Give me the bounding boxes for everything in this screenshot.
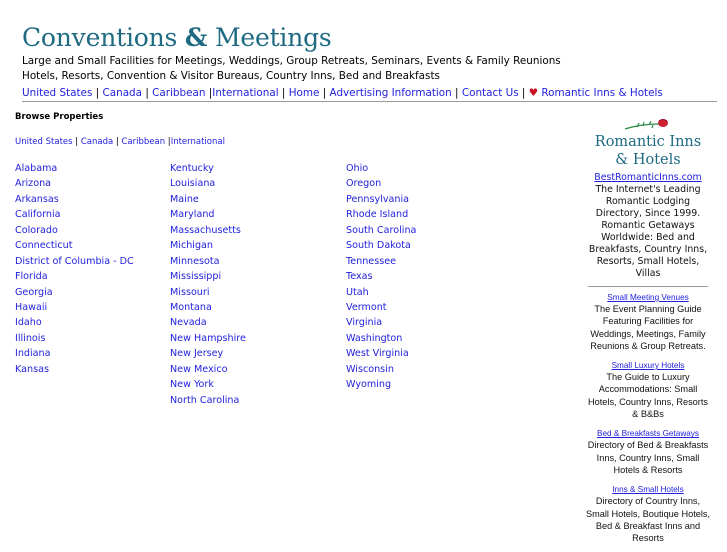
state-list-item <box>346 161 416 176</box>
state-list-item <box>15 285 134 300</box>
state-list-item <box>15 269 134 284</box>
state-list-item <box>346 300 416 315</box>
state-link[interactable]: Montana <box>170 301 212 313</box>
nav-separator: | <box>165 137 171 147</box>
state-list-column-2 <box>170 161 246 408</box>
state-list-item <box>15 315 134 330</box>
best-romantic-inns-description: The Internet's Leading Romantic Lodging Directory, Since 1999. Romantic Getaways Worldwide: Bed and Breakfasts, Country Inns, Resorts, Small Hotels, Villas <box>588 184 708 279</box>
state-list-item <box>170 393 246 408</box>
nav-separator: | <box>451 87 462 99</box>
state-link[interactable]: District of Columbia - DC <box>15 255 134 267</box>
state-link[interactable]: Nevada <box>170 317 207 329</box>
state-list-item <box>15 362 134 377</box>
sidebar-block-link[interactable]: Inns & Small Hotels <box>612 485 684 495</box>
state-link[interactable]: Texas <box>346 271 373 283</box>
state-link[interactable]: Vermont <box>346 301 387 313</box>
site-header <box>22 22 722 100</box>
state-link[interactable]: Mississippi <box>170 271 222 283</box>
sidebar-block-description: Directory of Bed & Breakfasts Inns, Country Inns, Small Hotels & Resorts <box>587 440 709 475</box>
state-list-item <box>15 176 134 191</box>
state-link[interactable]: California <box>15 209 61 221</box>
sidebar-block <box>584 428 712 476</box>
state-link[interactable]: Indiana <box>15 348 51 360</box>
state-link[interactable]: Tennessee <box>346 255 396 267</box>
state-list-item <box>170 254 246 269</box>
nav-separator: | <box>278 87 289 99</box>
sidebar-block-link[interactable]: Small Luxury Hotels <box>611 361 685 371</box>
state-link[interactable]: West Virginia <box>346 348 409 360</box>
sidebar-block-link[interactable]: Bed & Breakfasts Getaways <box>597 429 699 439</box>
title-text-1: Conventions <box>22 23 185 52</box>
browse-nav-international[interactable]: International <box>170 137 225 147</box>
sidebar-block-link[interactable]: Small Meeting Venues <box>607 293 689 302</box>
browse-properties-heading: Browse Properties <box>15 112 104 122</box>
nav-home[interactable]: Home <box>288 87 320 99</box>
state-link[interactable]: Idaho <box>15 317 42 329</box>
sidebar-block-description: Directory of Country Inns, Small Hotels, Boutique Hotels, Bed & Breakfast Inns and Resorts <box>585 496 711 544</box>
state-link[interactable]: Massachusetts <box>170 224 241 236</box>
state-list-item <box>346 238 416 253</box>
best-romantic-inns-link[interactable]: BestRomanticInns.com <box>594 172 702 183</box>
state-link[interactable]: Utah <box>346 286 369 298</box>
state-link[interactable]: Colorado <box>15 224 58 236</box>
browse-nav-caribbean[interactable]: Caribbean <box>121 137 166 147</box>
site-title <box>22 22 722 54</box>
state-link[interactable]: New Mexico <box>170 363 228 375</box>
state-link[interactable]: Pennsylvania <box>346 193 410 205</box>
state-list-column-1 <box>15 161 134 377</box>
state-list-item <box>170 285 246 300</box>
nav-separator: | <box>319 87 330 99</box>
state-link[interactable]: Wyoming <box>346 379 392 391</box>
state-list-item <box>170 377 246 392</box>
state-list-item <box>170 161 246 176</box>
nav-separator: | <box>142 87 153 99</box>
state-list-item <box>346 331 416 346</box>
state-list-item <box>170 315 246 330</box>
state-list-item <box>346 346 416 361</box>
state-link[interactable]: Kansas <box>15 363 49 375</box>
nav-international[interactable]: International <box>212 87 279 99</box>
title-text-2: Meetings <box>207 23 332 52</box>
state-list-item <box>346 176 416 191</box>
browse-nav-united-states[interactable]: United States <box>15 137 73 147</box>
state-list-item <box>15 300 134 315</box>
state-list-item <box>15 161 134 176</box>
browse-nav <box>15 137 225 147</box>
state-link[interactable]: Minnesota <box>170 255 220 267</box>
state-list-item <box>170 176 246 191</box>
state-link[interactable]: Ohio <box>346 163 369 174</box>
nav-united-states[interactable]: United States <box>22 87 93 99</box>
sidebar-block <box>584 484 712 544</box>
nav-separator: | <box>205 87 213 99</box>
state-list-item <box>346 377 416 392</box>
logo-line-2: & Hotels <box>615 152 681 168</box>
top-nav <box>22 86 722 100</box>
nav-separator: | <box>92 87 103 99</box>
state-list-item <box>346 207 416 222</box>
state-list-column-3 <box>346 161 416 393</box>
state-list-item <box>346 285 416 300</box>
state-link[interactable]: Rhode Island <box>346 209 409 221</box>
sidebar-block-description: The Guide to Luxury Accommodations: Small Hotels, Country Inns, Resorts & B&Bs <box>588 372 708 420</box>
state-link[interactable]: Washington <box>346 332 403 344</box>
state-link[interactable]: Virginia <box>346 317 383 329</box>
state-link[interactable]: Kentucky <box>170 163 214 174</box>
nav-separator: | <box>72 137 81 147</box>
state-link[interactable]: Michigan <box>170 240 214 252</box>
state-list-item <box>170 346 246 361</box>
state-link[interactable]: New York <box>170 379 214 391</box>
state-link[interactable]: Alabama <box>15 163 58 174</box>
sidebar-block-description: The Event Planning Guide Featuring Facilities for Weddings, Meetings, Family Reunions & Group Retreats. <box>590 304 706 351</box>
state-link[interactable]: Georgia <box>15 286 53 298</box>
state-link[interactable]: Hawaii <box>15 301 48 313</box>
state-link[interactable]: Connecticut <box>15 240 73 252</box>
state-list-item <box>170 300 246 315</box>
nav-advertising-information[interactable]: Advertising Information <box>329 87 452 99</box>
state-list-item <box>15 346 134 361</box>
state-link[interactable]: South Dakota <box>346 240 411 252</box>
state-list-item <box>170 207 246 222</box>
state-link[interactable]: Arkansas <box>15 193 59 205</box>
sidebar-blocks <box>584 292 712 544</box>
state-link[interactable]: Oregon <box>346 178 382 190</box>
rose-logo-icon <box>623 118 673 132</box>
nav-romantic-inns-hotels[interactable]: Romantic Inns & Hotels <box>541 87 663 99</box>
sidebar <box>584 118 712 552</box>
state-link[interactable]: South Carolina <box>346 224 417 236</box>
state-list-item <box>170 223 246 238</box>
state-list-item <box>170 192 246 207</box>
state-list-item <box>15 238 134 253</box>
state-list-item <box>346 192 416 207</box>
heart-icon: ♥ <box>528 87 539 99</box>
tagline-1: Large and Small Facilities for Meetings, Weddings, Group Retreats, Seminars, Events & Family Reunions <box>22 55 561 67</box>
state-link[interactable]: Florida <box>15 271 48 283</box>
header-divider <box>22 101 717 102</box>
state-list-item <box>170 238 246 253</box>
state-list-item <box>170 331 246 346</box>
state-list-item <box>346 254 416 269</box>
title-ampersand: & <box>184 23 208 52</box>
nav-caribbean[interactable]: Caribbean <box>152 87 206 99</box>
state-list-item <box>15 331 134 346</box>
state-list-item <box>170 362 246 377</box>
nav-separator: | <box>113 137 122 147</box>
nav-separator: | <box>518 87 529 99</box>
logo-line-1: Romantic Inns <box>594 134 702 150</box>
state-list-item <box>346 269 416 284</box>
state-list-item <box>15 223 134 238</box>
state-link[interactable]: Maryland <box>170 209 215 221</box>
state-link[interactable]: Wisconsin <box>346 363 394 375</box>
logo-text <box>584 133 712 169</box>
state-link[interactable]: Maine <box>170 193 199 205</box>
state-link[interactable]: New Jersey <box>170 348 224 360</box>
state-link[interactable]: Louisiana <box>170 178 216 190</box>
state-list-item <box>15 254 134 269</box>
state-link[interactable]: Missouri <box>170 286 210 298</box>
state-list-item <box>15 192 134 207</box>
nav-contact-us[interactable]: Contact Us <box>461 87 519 99</box>
state-list-item <box>346 223 416 238</box>
state-list-item <box>170 269 246 284</box>
state-link[interactable]: North Carolina <box>170 394 240 406</box>
sidebar-block <box>584 292 712 352</box>
sidebar-block <box>584 360 712 420</box>
state-link[interactable]: Arizona <box>15 178 52 190</box>
sidebar-divider <box>588 286 708 287</box>
state-list-item <box>15 207 134 222</box>
state-list-item <box>346 362 416 377</box>
nav-canada[interactable]: Canada <box>102 87 143 99</box>
browse-nav-canada[interactable]: Canada <box>80 137 114 147</box>
state-list-item <box>346 315 416 330</box>
state-link[interactable]: New Hampshire <box>170 332 246 344</box>
tagline-2: Hotels, Resorts, Convention & Visitor Bureaus, Country Inns, Bed and Breakfasts <box>22 69 440 82</box>
state-link[interactable]: Illinois <box>15 332 46 344</box>
